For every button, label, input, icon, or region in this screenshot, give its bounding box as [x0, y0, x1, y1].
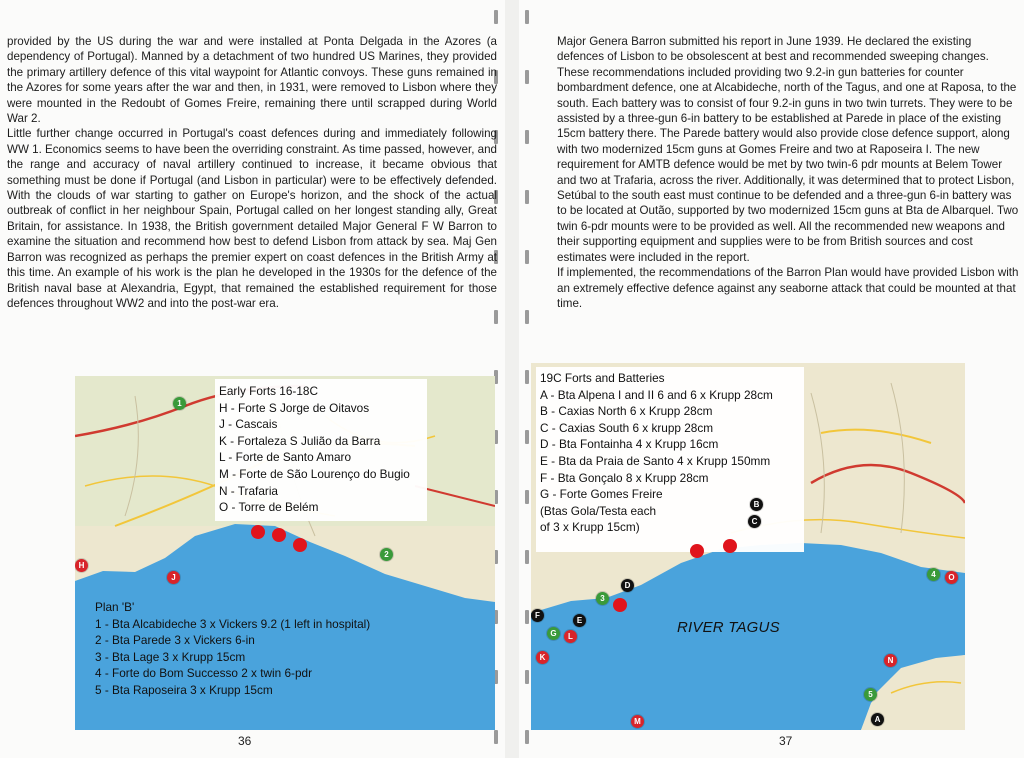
map-marker-E: E — [573, 614, 586, 627]
legend-19c-item: F - Bta Gonçalo 8 x Krupp 28cm — [540, 470, 709, 485]
map-marker-1: 1 — [173, 397, 186, 410]
legend-19c-item: of 3 x Krupp 15cm) — [540, 520, 640, 535]
map-marker-H: H — [75, 559, 88, 572]
legend-19c-item: D - Bta Fontainha 4 x Krupp 16cm — [540, 437, 719, 452]
map-marker-3: 3 — [596, 592, 609, 605]
plan-b-item: 5 - Bta Raposeira 3 x Krupp 15cm — [95, 682, 273, 697]
legend-early-item: L - Forte de Santo Amaro — [219, 450, 352, 465]
battery-dot — [690, 544, 704, 558]
map-marker-K: K — [536, 651, 549, 664]
map-marker-5: 5 — [864, 688, 877, 701]
legend-19c-title: 19C Forts and Batteries — [540, 371, 665, 385]
map-cascais-coast — [75, 376, 495, 730]
map-marker-G: G — [547, 627, 560, 640]
legend-early-title: Early Forts 16-18C — [219, 384, 318, 398]
plan-b-title: Plan 'B' — [95, 600, 135, 614]
map-marker-J: J — [167, 571, 180, 584]
battery-dot — [251, 525, 265, 539]
right-paragraph-1: Major Genera Barron submitted his report in June 1939. He declared the existing defences of Lisbon to be obsolescent at best and recommended sweeping changes. These recommendations included providing two 9.2-in gun batteries for counter bombardment defence, one at Alcabideche, north of the Tagus, and one at Raposa, to the south. Each battery was to consist of four 9.2-in guns in two twin turrets. They were to be assisted by a three-gun 6-in battery to be established at Parede in place of the existing 15cm battery there. The Parede battery would also provide close defence support, along with two modernized 15cm guns at Gomes Freire and two at Raposeira I. The new requirement for AMTB defence would be met by two twin-6 pdr mounts at Belem Tower and two at Trafaria, across the river. Additionally, it was determined that to protect Lisbon, Setúbal to the south east must continue to be defended and a three-gun 6-in battery was to be located at Outão, supported by two modernized 15cm guns at Bta de Albarquel. Two twin 6-pdr mounts were to be provided as well. All the recommended new weapons and their supporting equipment and supplies were to be from British sources and cost estimates were included in the report. — [557, 35, 1019, 264]
map-marker-O: O — [945, 571, 958, 584]
plan-b-item: 4 - Forte do Bom Successo 2 x twin 6-pdr — [95, 666, 313, 681]
legend-early-item: N - Trafaria — [219, 483, 278, 498]
page-number-left: 36 — [238, 734, 252, 748]
map-marker-F: F — [531, 609, 544, 622]
left-paragraph-1: provided by the US during the war and were installed at Ponta Delgada in the Azores (a dependency of Portugal). Manned by a detachment of two hundred US Marines, they provided the primary artillery defence of this vital waypoint for Atlantic convoys. These guns remained in the Azores for some years after the war and then, in 1931, were removed to Lisbon where they were mounted in the Redoubt of Gomes Freire, remaining there until scrapped during World War 2. — [7, 35, 497, 126]
left-body-text — [7, 34, 497, 311]
map-marker-2: 2 — [380, 548, 393, 561]
legend-19c-item: (Btas Gola/Testa each — [540, 503, 657, 518]
battery-dot — [723, 539, 737, 553]
map-marker-D: D — [621, 579, 634, 592]
legend-early-item: O - Torre de Belém — [219, 500, 319, 515]
map-lisbon-tagus — [531, 363, 965, 730]
map-marker-A: A — [871, 713, 884, 726]
plan-b-item: 3 - Bta Lage 3 x Krupp 15cm — [95, 649, 246, 664]
left-paragraph-2: Little further change occurred in Portugal's coast defences during and immediately following WW 1. Economics seems to have been the overriding constraint. As time passed, however, and the range and accuracy of naval artillery continued to increase, it became obvious that something must be done if Portugal (and Lisbon in particular) were to be effectively defended. With the clouds of war starting to gather on Europe's horizon, and the shock of the actual outbreak of conflict in her neighbour Spain, Portugal called on her longest standing ally, Great Britain, for assistance. In 1938, the British government detailed Major General F W Barron to examine the situation and recommend how best to defend Lisbon from attack by sea. Maj Gen Barron was recognized as perhaps the premier expert on coast defences in the British Army at this time. An example of his work is the plan he developed in the 1930s for the defence of the British naval base at Alexandria, Egypt, that remained the established requirement for those defences throughout WW2 and into the post-war era. — [7, 127, 497, 310]
legend-early-item: K - Fortaleza S Julião da Barra — [219, 433, 381, 448]
map-marker-L: L — [564, 630, 577, 643]
plan-b-item: 2 - Bta Parede 3 x Vickers 6-in — [95, 633, 255, 648]
page-number-right: 37 — [779, 734, 793, 748]
legend-19c-forts — [536, 367, 804, 552]
right-paragraph-2: If implemented, the recommendations of the Barron Plan would have provided Lisbon with an extremely effective defence against any seaborne attack that could be mounted at that time. — [557, 266, 1019, 310]
map-marker-C: C — [748, 515, 761, 528]
legend-early-item: H - Forte S Jorge de Oitavos — [219, 400, 370, 415]
legend-19c-item: G - Forte Gomes Freire — [540, 487, 663, 502]
legend-early-item: J - Cascais — [219, 417, 278, 432]
battery-dot — [293, 538, 307, 552]
map-marker-B: B — [750, 498, 763, 511]
battery-dot — [613, 598, 627, 612]
plan-b-item: 1 - Bta Alcabideche 3 x Vickers 9.2 (1 left in hospital) — [95, 616, 371, 631]
battery-dot — [272, 528, 286, 542]
binding-gutter — [505, 0, 519, 758]
river-label: RIVER TAGUS — [677, 619, 780, 636]
map-marker-4: 4 — [927, 568, 940, 581]
legend-19c-item: E - Bta da Praia de Santo 4 x Krupp 150mm — [540, 453, 771, 468]
legend-19c-item: A - Bta Alpena I and II 6 and 6 x Krupp 28cm — [540, 387, 773, 402]
right-body-text — [557, 34, 1019, 311]
legend-19c-item: B - Caxias North 6 x Krupp 28cm — [540, 404, 713, 419]
map-marker-M: M — [631, 715, 644, 728]
legend-plan-b — [95, 599, 370, 699]
legend-early-forts — [215, 379, 427, 521]
legend-early-item: M - Forte de São Lourenço do Bugio — [219, 466, 410, 481]
legend-19c-item: C - Caxias South 6 x krupp 28cm — [540, 420, 714, 435]
map-marker-N: N — [884, 654, 897, 667]
